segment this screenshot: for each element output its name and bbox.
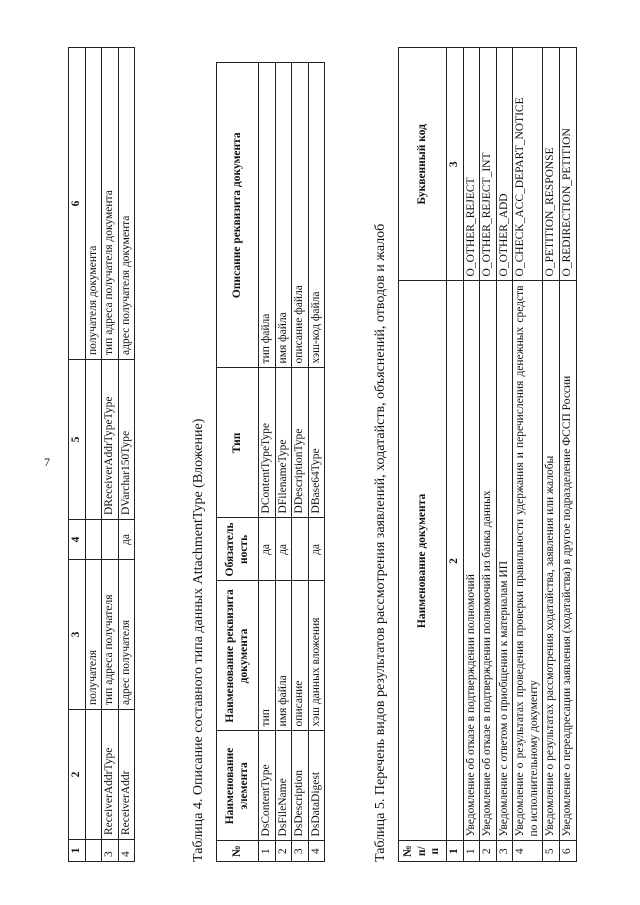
table-row [496, 48, 513, 862]
table-cell: да [308, 518, 325, 581]
table-cell: DDescriptionType [292, 368, 309, 518]
table-header-cell: Описание реквизита документа [217, 63, 259, 368]
table-cell: Уведомление о переадресации заявления (ходатайства) в другое подразделение ФССП России [559, 281, 576, 841]
table-row [559, 48, 576, 862]
table-cell: тип [259, 581, 276, 731]
table-cell: O_PETITION_RESPONSE [543, 48, 560, 281]
table-cell: получателя документа [85, 48, 102, 360]
table-cell: O_OTHER_REJECT [463, 48, 480, 281]
table-cell: тип адреса получателя [102, 560, 119, 710]
table-cell: да [259, 518, 276, 581]
table-cell: 4 [308, 841, 325, 862]
table-header-cell: Тип [217, 368, 259, 518]
table-row [480, 48, 497, 862]
table3-continuation [68, 47, 135, 862]
table-cell: да [118, 520, 135, 560]
table-cell: 3 [292, 841, 309, 862]
table-cell: ReceiverAddr [118, 710, 135, 840]
table-header-cell: 2 [69, 710, 86, 840]
page-number: 7 [44, 455, 50, 469]
rotated-content [68, 2, 628, 862]
table-header-row [217, 63, 259, 862]
table-cell [85, 360, 102, 520]
table-cell: Уведомление о результатах рассмотрения ходатайства, заявления или жалобы [543, 281, 560, 841]
table-cell: DsDescription [292, 731, 309, 841]
table-cell: DsContentType [259, 731, 276, 841]
table-cell: O_OTHER_REJECT_INT [480, 48, 497, 281]
table-row [463, 48, 480, 862]
table-header-cell: 6 [69, 48, 86, 360]
table-cell: 5 [543, 841, 560, 862]
table-header-cell: Наименование документа [399, 281, 447, 841]
table-header-row [399, 48, 447, 862]
table-cell: описание [292, 581, 309, 731]
table-header-cell: № [217, 841, 259, 862]
table-cell: 2 [480, 841, 497, 862]
table-cell: DFilenameType [275, 368, 292, 518]
table-cell: получателя [85, 560, 102, 710]
table-header-row [69, 48, 86, 862]
table-cell: DBase64Type [308, 368, 325, 518]
table-header-cell: 3 [69, 560, 86, 710]
table-cell: 4 [513, 841, 543, 862]
table-cell: 3 [496, 841, 513, 862]
table-cell: тип файла [259, 63, 276, 368]
table-cell: DsFileName [275, 731, 292, 841]
table-row [102, 48, 119, 862]
table-header-cell: 1 [447, 841, 464, 862]
table-cell: адрес получателя [118, 560, 135, 710]
table-row [118, 48, 135, 862]
table-header-cell: № п/п [399, 841, 447, 862]
table-cell: Уведомление об отказе в подтверждении полномочий из банка данных [480, 281, 497, 841]
table-row [275, 63, 292, 862]
table-cell: O_CHECK_ACC_DEPART_NOTICE [513, 48, 543, 281]
table-header-cell: 2 [447, 281, 464, 841]
table-cell: DContentTypeType [259, 368, 276, 518]
table-cell: 4 [118, 840, 135, 862]
table5-caption: Таблица 5. Перечень видов результатов рассмотрения заявлений, ходатайств, объяснений, отводов и жалоб [373, 223, 388, 862]
table-cell: Уведомление о результатах проведения проверки правильности удержания и перечисления денежных средств по исполнительному документу [513, 281, 543, 841]
table-header-cell: 1 [69, 840, 86, 862]
table-cell: O_OTHER_ADD [496, 48, 513, 281]
table-row [513, 48, 543, 862]
table-cell: DsDataDigest [308, 731, 325, 841]
table-row [85, 48, 102, 862]
table-cell: 1 [259, 841, 276, 862]
table-cell: имя файла [275, 63, 292, 368]
table-cell: 3 [102, 840, 119, 862]
table-header-cell: 4 [69, 520, 86, 560]
table-row [292, 63, 309, 862]
table-header-cell: Обязатель ность [217, 518, 259, 581]
table-header-cell: 3 [447, 48, 464, 281]
table-cell [85, 520, 102, 560]
table-cell: 6 [559, 841, 576, 862]
table-cell: 2 [275, 841, 292, 862]
table-row [308, 63, 325, 862]
table-cell: да [275, 518, 292, 581]
table-cell: O_REDIRECTION_PETITION [559, 48, 576, 281]
table4 [216, 62, 325, 862]
table-cell: имя файла [275, 581, 292, 731]
table-cell [292, 518, 309, 581]
table-cell: ReceiverAddrType [102, 710, 119, 840]
table-cell: тип адреса получателя документа [102, 48, 119, 360]
table-row [543, 48, 560, 862]
table-cell: адрес получателя документа [118, 48, 135, 360]
table-cell: описание файла [292, 63, 309, 368]
table-header-cell: Буквенный код [399, 48, 447, 281]
table-number-row [447, 48, 464, 862]
table-cell: хэш-код файла [308, 63, 325, 368]
table-header-cell: Наименование элемента [217, 731, 259, 841]
table-cell: DVarchar150Type [118, 360, 135, 520]
table5 [398, 47, 577, 862]
table-cell: хэш данных вложения [308, 581, 325, 731]
table-cell [85, 710, 102, 840]
table-row [259, 63, 276, 862]
table-cell: 1 [463, 841, 480, 862]
table-cell: Уведомление об отказе в подтверждении полномочий [463, 281, 480, 841]
table-cell: DReceiverAddrTypeType [102, 360, 119, 520]
table-header-cell: 5 [69, 360, 86, 520]
table-header-cell: Наименование реквизита документа [217, 581, 259, 731]
table-cell [102, 520, 119, 560]
table-cell [85, 840, 102, 862]
table4-caption: Таблица 4. Описание составного типа данных AttachmentType (Вложение) [191, 418, 206, 862]
table-cell: Уведомление с ответом о приобщении к материалам ИП [496, 281, 513, 841]
